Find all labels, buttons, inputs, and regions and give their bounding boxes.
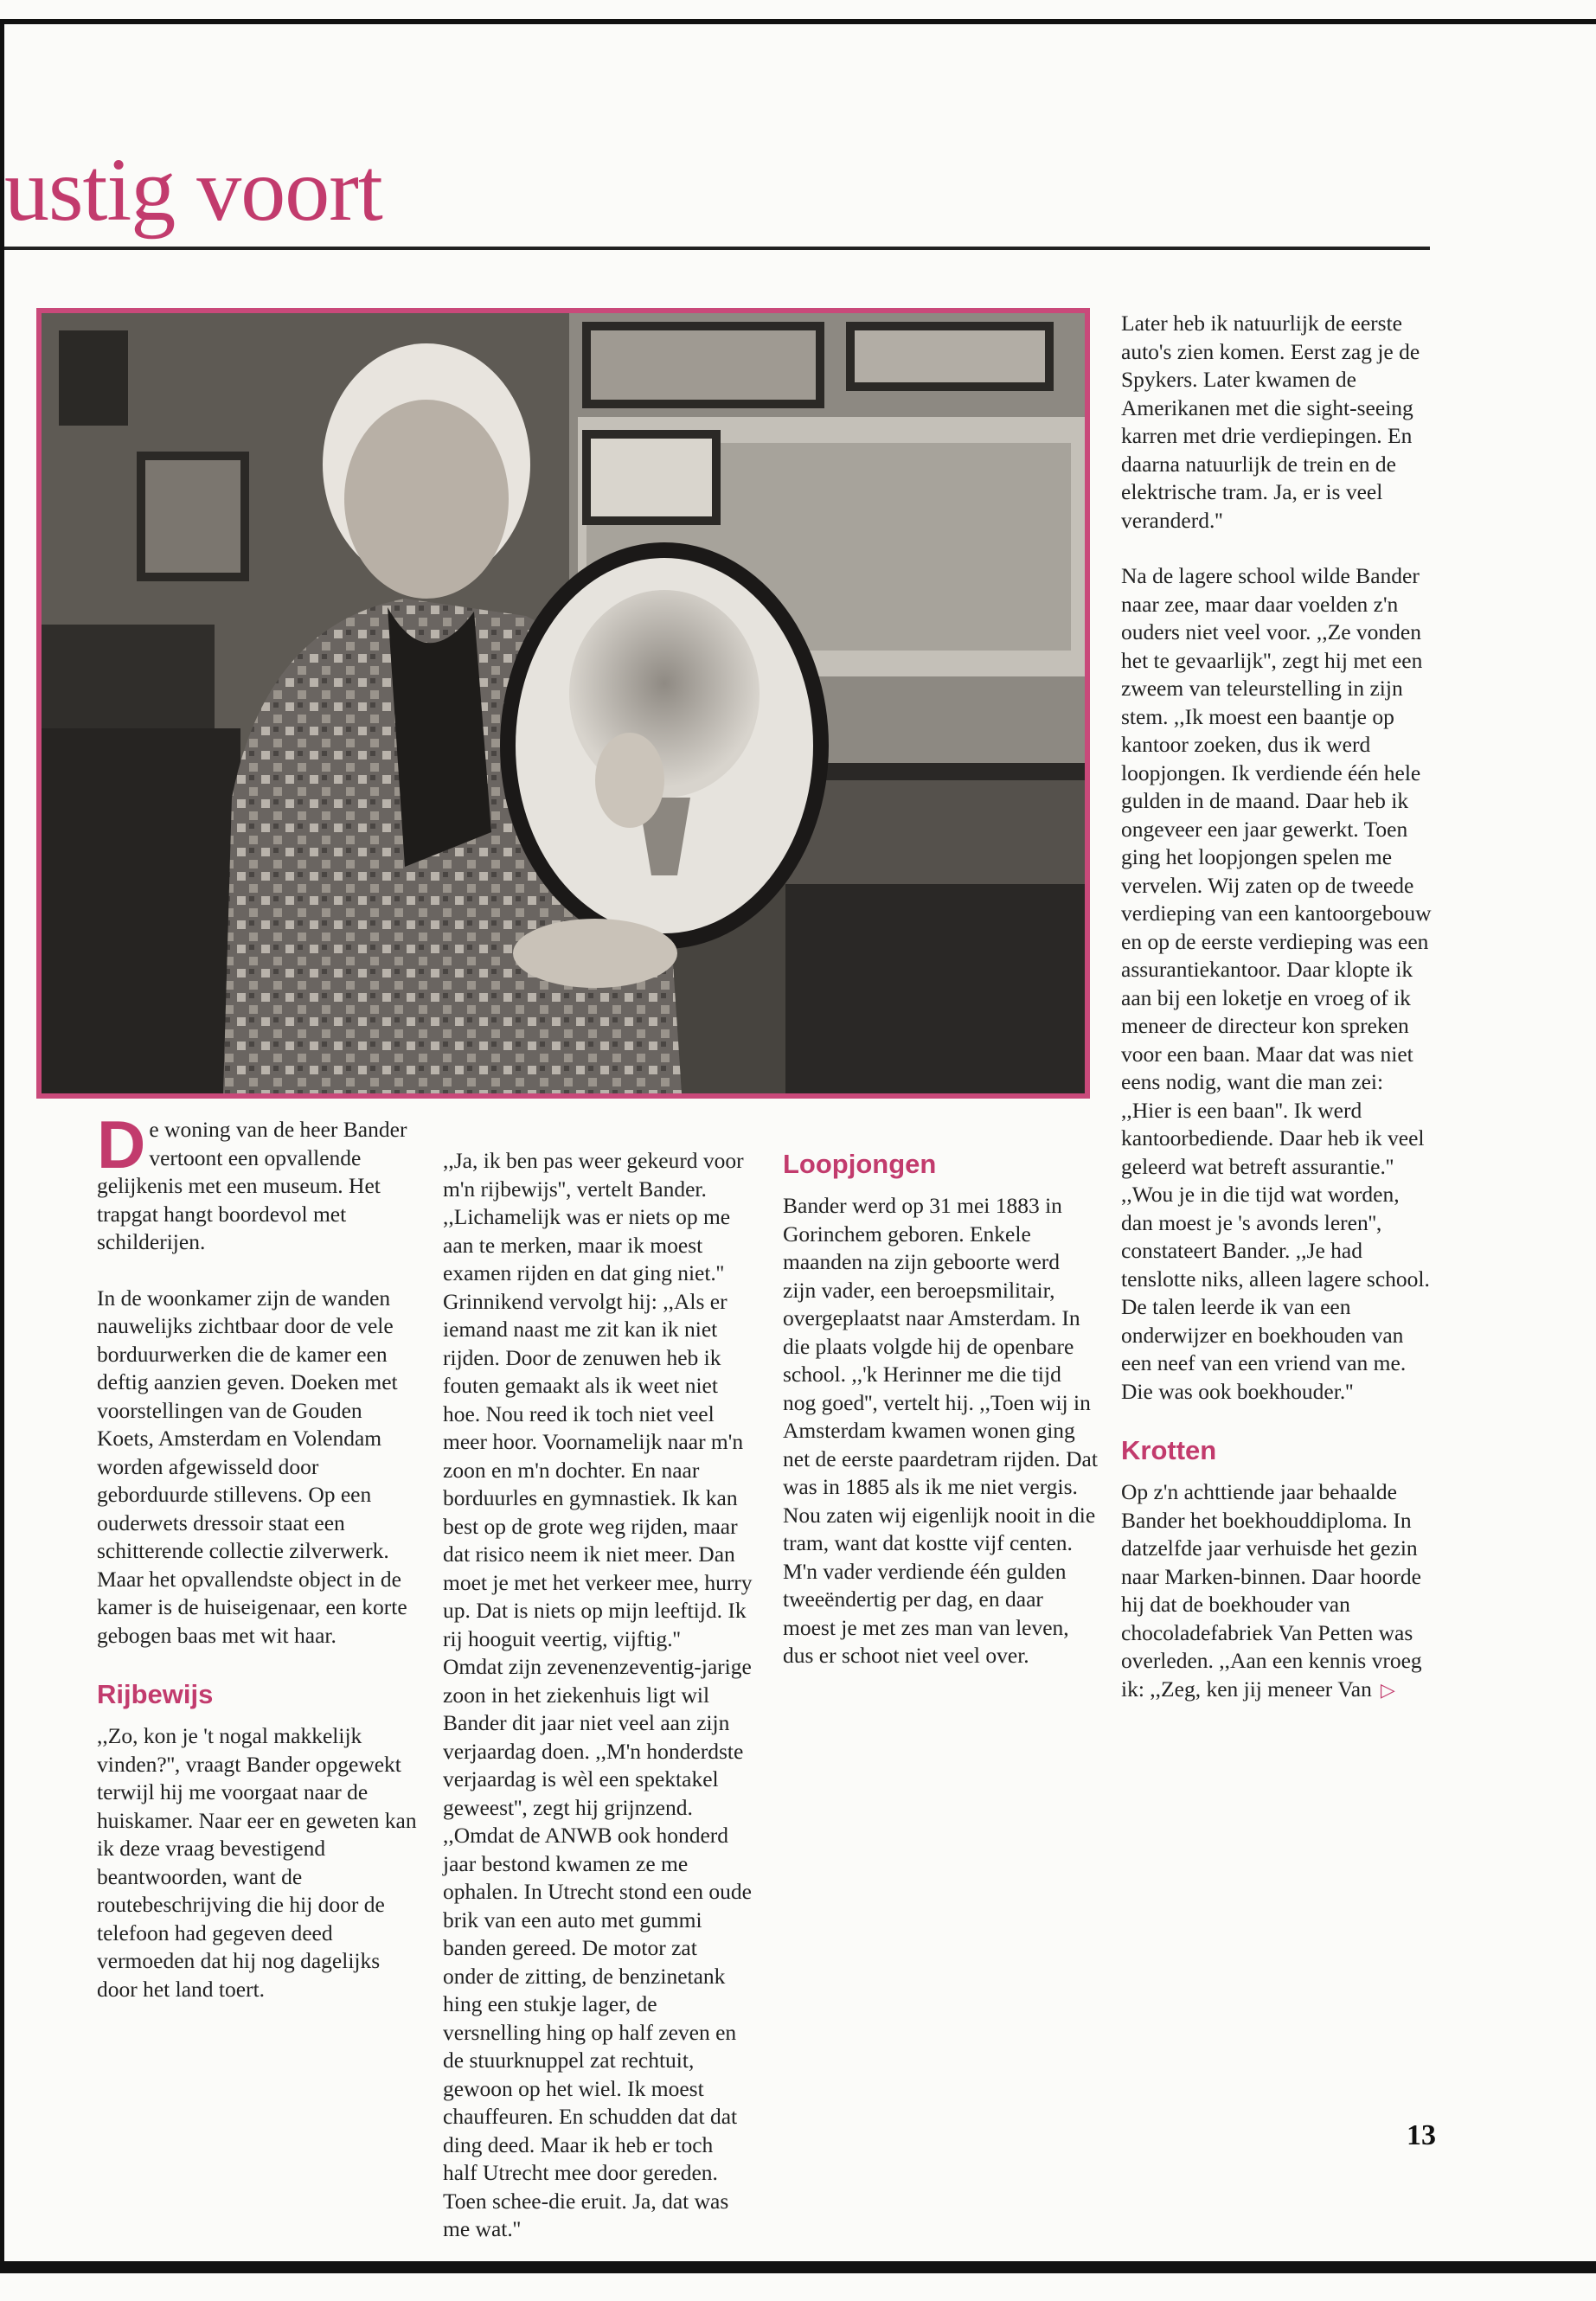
headline-rule (4, 247, 1430, 250)
bottom-rule (0, 2261, 1596, 2273)
body-paragraph: Bander werd op 31 mei 1883 in Gorinchem geboren. Enkele maanden na zijn geboorte werd zijn vader, een beroepsmilitair, overgeplaatst naar Amsterdam. In die plaats volgde hij de openbare school. ,,'k Herinner me die tijd nog goed'', vertelt hij. ,,Toen wij in Amsterdam kwamen wonen ging net de eerste paardetram rijden. Dat was in 1885 als ik me niet vergis. Nou zaten wij eigenlijk nooit in die tram, want dat kostte vijf centen. M'n vader verdiende één gulden tweeëndertig per dag, en daar moest je met zes man van leven, dus er schoot niet veel over. (783, 1193, 1098, 1668)
body-paragraph: Na de lagere school wilde Bander naar zee, maar daar voelden z'n ouders niet veel voor. ,,Ze vonden het te gevaarlijk'', zegt hij met een zweem van teleurstelling in zijn stem. ,,Ik moest een baantje op kantoor zoeken, dus ik werd loopjongen. Ik verdiende één hele gulden in de maand. Daar heb ik ongeveer een jaar gewerkt. Toen ging het loopjongen spelen me vervelen. Wij zaten op de tweede verdieping van een kantoorgebouw en op de eerste verdieping was een assurantiekantoor. Daar klopte ik aan bij een loketje en vroeg of ik meneer de directeur kon spreken voor een baan. Maar dat was niet eens nodig, want die man zei: ,,Hier is een baan''. Ik werd kantoorbediende. Daar heb ik veel geleerd wat betreft assurantie.'' (1121, 563, 1432, 1179)
body-paragraph: Omdat zijn zevenenzeventig-jarige zoon in het ziekenhuis ligt wil Bander dit jaar niet veel aan zijn verjaardag doen. ,,M'n honderdste verjaardag is wèl een spektakel geweest'', zegt hij grijnzend. ,,Omdat de ANWB ook honderd jaar bestond kwamen ze me ophalen. In Utrecht stond een oude brik van een auto met gummi banden gereed. De motor zat onder de zitting, de benzinetank hing een stukje lager, de versnelling hing op half zeven en de stuurknuppel zat rechtuit, gewoon op het wiel. Ik moest chauffeuren. En schudden dat dat ding deed. Maar ik heb er toch half Utrecht mee door gereden. Toen schee-die eruit. Ja, dat was me wat.'' (443, 1654, 752, 2241)
body-paragraph: ,,Ja, ik ben pas weer gekeurd voor m'n rijbewijs'', vertelt Bander. ,,Lichamelijk was er niets op me aan te merken, maar ik moest examen rijden en dat ging niet.'' Grinnikend vervolgt hij: ,,Als er iemand naast me zit kan ik niet rijden. Door de zenuwen heb ik fouten gemaakt als ik weet niet hoe. Nou reed ik toch niet veel meer hoor. Voornamelijk naar m'n zoon en m'n dochter. En naar borduurles en gymnastiek. Ik kan best op de grote weg rijden, maar dat risico neem ik niet meer. Dan moet je met het verkeer mee, hurry up. Dat is niets op mijn leeftijd. Ik rij hooguit veertig, vijftig.'' (443, 1148, 753, 1651)
portrait-photo (36, 308, 1090, 1099)
intro-paragraph (97, 1106, 419, 1257)
drop-cap: D (97, 1106, 146, 1183)
subhead-rijbewijs: Rijbewijs (97, 1679, 214, 1709)
body-paragraph: Later heb ik natuurlijk de eerste auto's zien komen. Eerst zag je de Spykers. Later kwamen de Amerikanen met die sight-seeing karren met drie verdiepingen. En daarna natuurlijk de trein en de elektrische tram. Ja, er is veel veranderd.'' (1121, 311, 1420, 533)
top-rule (0, 19, 1596, 24)
subhead-loopjongen: Loopjongen (783, 1149, 937, 1179)
headline: ustig voort (4, 140, 382, 240)
body-paragraph (1121, 1478, 1436, 1704)
body-paragraph: ,,Wou je in die tijd wat worden, dan moest je 's avonds leren'', constateert Bander. ,,Je had tenslotte niks, alleen lagere school. De talen leerde ik van een onderwijzer en boekhouden van een neef van een vriend van me. Die was ook boekhouder.'' (1121, 1182, 1430, 1404)
subhead-krotten: Krotten (1121, 1435, 1217, 1465)
body-paragraph-text: Op z'n achttiende jaar behaalde Bander het boekhouddiploma. In datzelfde jaar verhuisde het gezin naar Marken-binnen. Daar hoorde hij dat de boekhouder van chocoladefabriek Van Petten was overleden. ,,Aan een kennis vroeg ik: ,,Zeg, ken jij meneer Van (1121, 1479, 1422, 1702)
article-column-1 (97, 1106, 419, 2003)
article-column-3 (783, 1147, 1098, 1670)
body-paragraph: ,,Zo, kon je 't nogal makkelijk vinden?'', vraagt Bander opgewekt terwijl hij me voorgaat naar de huiskamer. Naar eer en geweten kan ik deze vraag bevestigend beantwoorden, want de routebeschrijving die hij door de telefoon had gegeven deed vermoeden dat hij nog dagelijks door het land toert. (97, 1723, 417, 2002)
body-paragraph: In de woonkamer zijn de wanden nauwelijks zichtbaar door de vele borduurwerken die de kamer een deftig aanzien geven. Doeken met voorstellingen van de Gouden Koets, Amsterdam en Volendam worden afgewisseld door geborduurde stillevens. Op een ouderwets dressoir staat een schitterende collectie zilverwerk. Maar het opvallendste object in de kamer is de huiseigenaar, een korte gebogen baas met wit haar. (97, 1285, 407, 1648)
continue-arrow-icon: ▷ (1380, 1678, 1395, 1701)
intro-text: e woning van de heer Bander vertoont een opvallende gelijkenis met een museum. Het trapgat hangt boordevol met schilderijen. (97, 1117, 407, 1254)
page-number: 13 (1407, 2119, 1436, 2151)
article-column-2 (443, 1147, 753, 2244)
left-rule (0, 19, 4, 2273)
article-column-4 (1121, 310, 1436, 1704)
portrait-illustration (42, 313, 1085, 1093)
